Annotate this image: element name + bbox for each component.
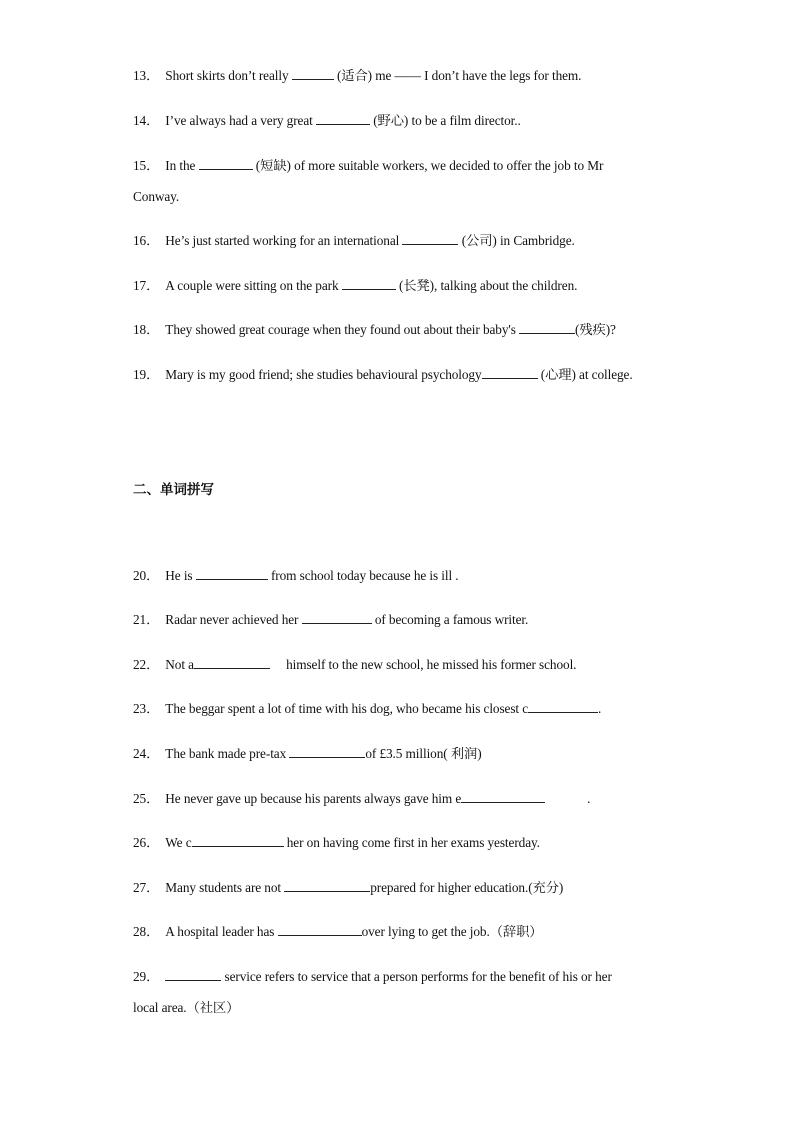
answer-blank[interactable] — [482, 364, 538, 379]
question-text-before: In the — [165, 158, 199, 173]
question-number: 29． — [133, 969, 160, 984]
question-text-before: Radar never achieved her — [165, 612, 302, 627]
question-text-before: The bank made pre-tax — [165, 746, 290, 761]
question-28 — [133, 916, 673, 947]
question-number: 17． — [133, 278, 160, 293]
question-text-after: . — [598, 701, 602, 716]
question-text-continued: Conway. — [133, 189, 180, 204]
question-text-before: Mary is my good friend; she studies behavioural psychology — [165, 367, 482, 382]
question-text-after: (残疾)? — [575, 322, 616, 337]
question-number: 15． — [133, 158, 160, 173]
question-text-after: over lying to get the job.（辞职） — [361, 924, 543, 939]
question-text-before: We c — [165, 835, 192, 850]
answer-blank[interactable] — [278, 921, 362, 936]
question-18 — [133, 314, 673, 345]
answer-blank[interactable] — [292, 65, 334, 80]
question-15 — [133, 150, 673, 212]
answer-blank[interactable] — [519, 319, 575, 334]
question-text-after: (公司) in Cambridge. — [458, 233, 575, 248]
question-number: 22． — [133, 657, 160, 672]
question-text-after: service refers to service that a person performs for the benefit of his or her — [221, 969, 612, 984]
question-text-continued: local area.（社区） — [133, 1000, 240, 1015]
question-text-after: (长凳), talking about the children. — [395, 278, 578, 293]
answer-blank[interactable] — [289, 743, 365, 758]
question-number: 25． — [133, 791, 160, 806]
answer-blank[interactable] — [199, 155, 253, 170]
question-text-before: They showed great courage when they found out about their baby's — [165, 322, 519, 337]
question-16 — [133, 225, 673, 256]
question-text-after: (适合) me —— I don’t have the legs for them. — [333, 68, 582, 83]
question-22 — [133, 649, 673, 680]
question-29 — [133, 961, 673, 1023]
question-text-before: The beggar spent a lot of time with his dog, who became his closest c — [165, 701, 529, 716]
answer-blank[interactable] — [196, 565, 268, 580]
question-26 — [133, 827, 673, 858]
answer-blank[interactable] — [192, 832, 284, 847]
question-number: 24． — [133, 746, 160, 761]
question-number: 28． — [133, 924, 160, 939]
answer-blank[interactable] — [461, 788, 545, 803]
answer-blank[interactable] — [165, 966, 221, 981]
question-number: 18． — [133, 322, 160, 337]
question-text-after: from school today because he is ill . — [267, 568, 459, 583]
answer-blank[interactable] — [302, 609, 372, 624]
question-text-after: her on having come first in her exams yesterday. — [283, 835, 540, 850]
question-text-after: (心理) at college. — [537, 367, 633, 382]
question-text-after: prepared for higher education.(充分) — [370, 880, 564, 895]
question-text-before: Not a — [165, 657, 194, 672]
section-heading: 二、单词拼写 — [133, 482, 214, 498]
question-text-after: . — [545, 791, 591, 806]
question-number: 21． — [133, 612, 160, 627]
question-text-after: (野心) to be a film director.. — [369, 113, 521, 128]
question-number: 16． — [133, 233, 160, 248]
question-text-before: A couple were sitting on the park — [165, 278, 342, 293]
question-25 — [133, 783, 673, 814]
question-text-before: I’ve always had a very great — [165, 113, 316, 128]
question-number: 20． — [133, 568, 160, 583]
question-24 — [133, 738, 673, 769]
question-17 — [133, 270, 673, 301]
question-text-before: He’s just started working for an international — [165, 233, 403, 248]
question-text-after: (短缺) of more suitable workers, we decided to offer the job to Mr — [252, 158, 604, 173]
answer-blank[interactable] — [316, 110, 370, 125]
question-text-after: of becoming a famous writer. — [371, 612, 529, 627]
question-text-before: He never gave up because his parents always gave him e — [165, 791, 462, 806]
question-text-before: Short skirts don’t really — [165, 68, 292, 83]
question-13 — [133, 60, 673, 91]
question-19 — [133, 359, 673, 390]
question-number: 13． — [133, 68, 160, 83]
question-text-after: of £3.5 million( 利润) — [365, 746, 482, 761]
question-14 — [133, 105, 673, 136]
question-number: 23． — [133, 701, 160, 716]
question-20 — [133, 560, 673, 591]
question-number: 26． — [133, 835, 160, 850]
question-text-before: He is — [165, 568, 196, 583]
answer-blank[interactable] — [284, 877, 370, 892]
answer-blank[interactable] — [402, 230, 458, 245]
question-text-before: A hospital leader has — [165, 924, 278, 939]
answer-blank[interactable] — [342, 275, 396, 290]
answer-blank[interactable] — [194, 654, 270, 669]
question-number: 27． — [133, 880, 160, 895]
answer-blank[interactable] — [528, 698, 598, 713]
question-27 — [133, 872, 673, 903]
question-number: 14． — [133, 113, 160, 128]
question-text-before: Many students are not — [165, 880, 285, 895]
question-number: 19． — [133, 367, 160, 382]
question-text-after: himself to the new school, he missed his former school. — [269, 657, 577, 672]
question-21 — [133, 604, 673, 635]
question-23 — [133, 693, 673, 724]
